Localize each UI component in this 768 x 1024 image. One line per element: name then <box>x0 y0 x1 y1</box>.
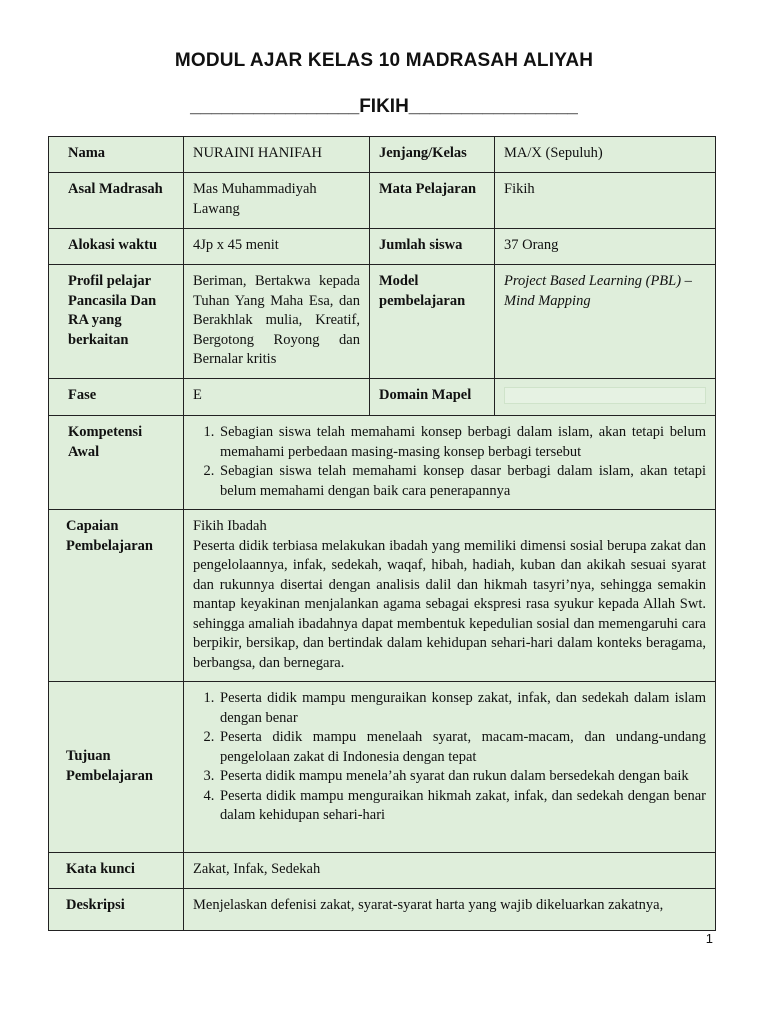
tujuan-pembelajaran-value <box>184 682 716 853</box>
kompetensi-awal-label: Kompetensi Awal <box>49 416 184 510</box>
nama-label: Nama <box>49 137 184 173</box>
kompetensi-list <box>193 423 706 501</box>
module-info-table <box>48 136 716 931</box>
deskripsi-value: Menjelaskan defenisi zakat, syarat-syarat harta yang wajib dikeluarkan zakatnya, <box>184 889 716 931</box>
table-row <box>49 889 716 931</box>
deskripsi-label: Deskripsi <box>49 889 184 931</box>
capaian-heading: Fikih Ibadah <box>193 518 267 534</box>
capaian-pembelajaran-value <box>184 510 716 682</box>
page-number: 1 <box>705 931 713 946</box>
profil-pelajar-value: Beriman, Bertakwa kepada Tuhan Yang Maha Esa, dan Berakhlak mulia, Kreatif, Bergotong Royong dan Bernalar kritis <box>184 265 370 379</box>
jumlah-siswa-label: Jumlah siswa <box>370 229 495 265</box>
kata-kunci-label: Kata kunci <box>49 853 184 889</box>
table-row <box>49 682 716 853</box>
table-row <box>49 137 716 173</box>
mata-pelajaran-value: Fikih <box>495 173 716 229</box>
jenjang-label: Jenjang/Kelas <box>370 137 495 173</box>
domain-mapel-label: Domain Mapel <box>370 379 495 416</box>
profil-pelajar-label: Profil pelajar Pancasila Dan RA yang berkaitan <box>49 265 184 379</box>
asal-madrasah-value: Mas Muhammadiyah Lawang <box>184 173 370 229</box>
capaian-text: Peserta didik terbiasa melakukan ibadah yang memiliki dimensi sosial berupa zakat dan pengelolaannya, infak, sedekah, waqaf, hibah, hadiah, kuban dan akikah sesuai syarat dan rukunnya disertai dengan analisis dalil dan hikmah tasyri’nya, sehingga semakin mantap keyakinan menjalankan agama sebagai ekspresi rasa syukur kepada Allah Swt. sehingga amaliah ibadahnya dapat membentuk kepedulian sosial dan memengaruhi cara berpikir, bersikap, dan bertindak dalam kehidupan sehari-hari dalam konteks beragama, berbangsa, dan bernegara. <box>193 537 706 671</box>
alokasi-waktu-label: Alokasi waktu <box>49 229 184 265</box>
tujuan-pembelajaran-label: Tujuan Pembelajaran <box>49 682 184 853</box>
kompetensi-awal-value <box>184 416 716 510</box>
model-pembelajaran-label: Model pembelajaran <box>370 265 495 379</box>
mata-pelajaran-label: Mata Pelajaran <box>370 173 495 229</box>
capaian-pembelajaran-label: Capaian Pembelajaran <box>49 510 184 682</box>
list-item: 2. Peserta didik mampu menelaah syarat, macam-macam, dan undang-undang pengelolaan zakat di Indonesia dengan tepat <box>218 728 706 767</box>
table-row <box>49 510 716 682</box>
list-item: 3. Peserta didik mampu menela’ah syarat dan rukun dalam bersedekah dengan baik <box>218 767 706 787</box>
table-row <box>49 416 716 510</box>
fase-value: E <box>184 379 370 416</box>
list-item: 4. Peserta didik mampu menguraikan hikmah zakat, infak, dan sedekah dengan benar dalam kehidupan sehari-hari <box>218 787 706 826</box>
list-item: 2. Sebagian siswa telah memahami konsep dasar berbagi dalam islam, akan tetapi belum memahami dengan baik cara penerapannya <box>218 462 706 501</box>
tujuan-list <box>193 689 706 826</box>
nama-value: NURAINI HANIFAH <box>184 137 370 173</box>
alokasi-waktu-value: 4Jp x 45 menit <box>184 229 370 265</box>
table-row <box>49 853 716 889</box>
table-row <box>49 265 716 379</box>
document-title: MODUL AJAR KELAS 10 MADRASAH ALIYAH <box>174 50 594 71</box>
list-item: 1. Peserta didik mampu menguraikan konsep zakat, infak, dan sedekah dalam islam dengan benar <box>218 689 706 728</box>
domain-mapel-value <box>495 379 716 416</box>
fase-label: Fase <box>49 379 184 416</box>
kata-kunci-value: Zakat, Infak, Sedekah <box>184 853 716 889</box>
document-subtitle: ________________FIKIH________________ <box>190 96 578 117</box>
jumlah-siswa-value: 37 Orang <box>495 229 716 265</box>
table-row <box>49 229 716 265</box>
domain-mapel-field <box>504 387 706 404</box>
asal-madrasah-label: Asal Madrasah <box>49 173 184 229</box>
jenjang-value: MA/X (Sepuluh) <box>495 137 716 173</box>
table-row <box>49 173 716 229</box>
table-row <box>49 379 716 416</box>
list-item: 1. Sebagian siswa telah memahami konsep berbagi dalam islam, akan tetapi belum memahami perbedaan masing-masing konsep berbagi tersebut <box>218 423 706 462</box>
model-pembelajaran-value: Project Based Learning (PBL) – Mind Mapping <box>495 265 716 379</box>
